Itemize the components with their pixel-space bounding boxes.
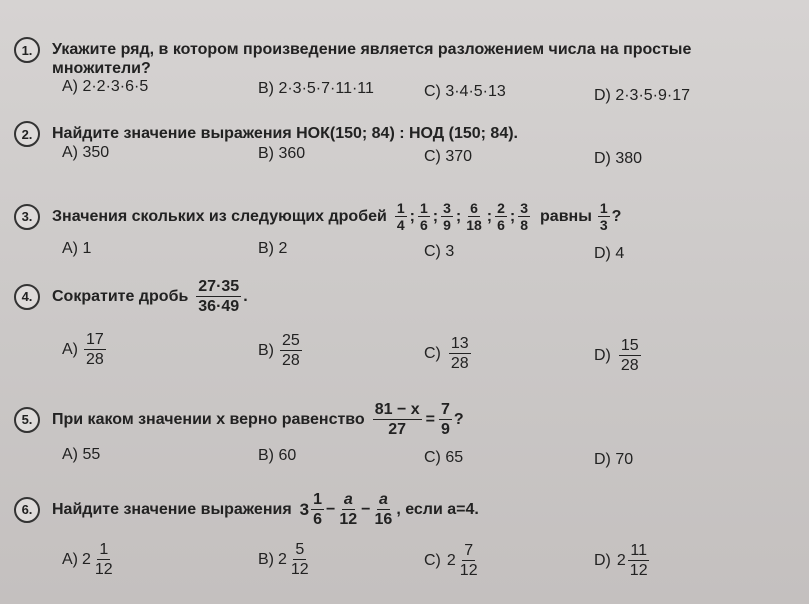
answer-d: D) 4: [594, 245, 625, 262]
answer-d: D) 2·3·5·9·17: [594, 87, 691, 104]
answer-c: [424, 541, 482, 580]
denominator: 6: [497, 217, 505, 233]
denominator: 12: [339, 511, 358, 528]
question-text: Найдите значение выражения: [52, 501, 292, 518]
denominator: 27: [388, 421, 407, 438]
numerator: 15: [620, 337, 639, 354]
lhs-fraction: [373, 400, 422, 439]
period: .: [243, 288, 248, 305]
fraction: [289, 540, 311, 579]
fraction: [280, 331, 302, 370]
question-4: [14, 277, 248, 316]
question-3: [14, 200, 621, 233]
question-number: 4.: [14, 284, 40, 310]
whole-part: 2: [616, 551, 626, 569]
answer-a: A) 1: [62, 240, 92, 257]
fraction: [441, 200, 453, 233]
numerator: 1: [419, 200, 428, 216]
answer-d: D) 380: [594, 150, 643, 167]
numerator: 7: [464, 542, 474, 559]
denominator: 18: [466, 217, 482, 233]
answer-a: A) 350: [62, 144, 110, 161]
answer-label: A): [62, 550, 78, 568]
question-text: Сократите дробь: [52, 288, 189, 305]
numerator: 3: [443, 200, 451, 216]
answer-label: B): [258, 550, 274, 568]
numerator: 2: [497, 200, 505, 216]
numerator: 81 − x: [374, 401, 420, 418]
answer-b: B) 2: [258, 240, 288, 257]
denominator: 3: [599, 217, 608, 233]
rhs-fraction: [439, 400, 452, 439]
answer-d: [594, 336, 643, 375]
whole-part: 3: [299, 500, 310, 519]
question-mark: ?: [453, 411, 464, 428]
question-text: Укажите ряд, в котором произведение является разложением числа на простые: [52, 41, 692, 58]
numerator: 5: [295, 541, 305, 558]
question-condition: , если a=4.: [396, 501, 479, 518]
numerator: a: [378, 491, 388, 508]
denominator: 16: [374, 511, 393, 528]
answer-a: [62, 540, 117, 579]
fraction: [495, 200, 507, 233]
fraction: [458, 541, 480, 580]
expression: [300, 490, 397, 529]
answer-label: D): [594, 551, 611, 569]
question-text: Значения скольких из следующих дробей: [52, 208, 387, 225]
denominator: 9: [440, 421, 450, 438]
minus-sign: −: [326, 501, 336, 518]
answer-c: C) 370: [424, 148, 473, 165]
question-number: 3.: [14, 204, 40, 230]
answer-c: [424, 334, 473, 373]
numerator: 6: [470, 200, 478, 216]
answer-label: B): [258, 341, 274, 359]
denominator: 12: [629, 562, 648, 579]
question-number: 6.: [14, 497, 40, 523]
answer-label: A): [62, 340, 78, 358]
answer-label: C): [424, 344, 441, 362]
fraction: [449, 334, 471, 373]
denominator: 28: [282, 352, 300, 369]
answer-d: D) 70: [594, 451, 634, 468]
fraction: [628, 541, 650, 580]
answer-a: [62, 330, 108, 369]
question-text-mid: равны: [540, 208, 592, 225]
equals-sign: =: [425, 411, 435, 428]
answer-b: B) 360: [258, 145, 306, 162]
answer-b: B) 2·3·5·7·11·11: [258, 80, 374, 97]
question-text-continued: множители?: [52, 60, 151, 77]
denominator: 8: [520, 217, 529, 233]
answer-a: A) 2·2·3·6·5: [62, 78, 149, 95]
question-number: 5.: [14, 407, 40, 433]
fraction: [93, 540, 115, 579]
question-text: Найдите значение выражения НОК(150; 84) : НОД (150; 84).: [52, 125, 518, 142]
numerator: 3: [520, 200, 529, 216]
numerator: 27·35: [198, 278, 240, 295]
denominator: 28: [450, 355, 469, 372]
numerator: 7: [440, 401, 450, 418]
denominator: 9: [443, 217, 451, 233]
fraction: [337, 490, 359, 529]
fraction: [619, 336, 641, 375]
question-number: 1.: [14, 37, 40, 63]
fraction: [518, 200, 530, 233]
question-1: [14, 40, 691, 78]
denominator: 12: [290, 561, 309, 578]
fraction: [418, 200, 430, 233]
whole-part: 2: [278, 550, 287, 568]
fraction-list: $\frac{1}{4}$ ; $\frac{1}{6}$ ; $\frac{3}{9}$ ; $\frac{6}{18}$ ; $\frac{2}{6}$ ; $\frac{3}{8}$: [396, 200, 529, 233]
numerator: 1: [99, 541, 109, 558]
denominator: 28: [86, 351, 104, 368]
denominator: 4: [396, 217, 405, 233]
question-6: [14, 490, 479, 529]
answer-label: C): [424, 551, 441, 569]
denominator: 28: [620, 357, 639, 374]
minus-sign: −: [361, 501, 371, 518]
answer-d: [594, 541, 652, 580]
whole-part: 2: [446, 551, 456, 569]
fraction: [311, 490, 324, 529]
fraction: [395, 200, 407, 233]
answer-b: B) 60: [258, 447, 297, 464]
numerator: 1: [599, 200, 608, 216]
denominator: 12: [94, 561, 113, 578]
numerator: 1: [313, 491, 323, 508]
whole-part: 2: [82, 550, 91, 568]
answer-b: [258, 540, 313, 579]
answer-c: C) 3·4·5·13: [424, 83, 506, 100]
question-text: При каком значении x верно равенство: [52, 411, 365, 428]
numerator: 13: [450, 335, 469, 352]
denominator: 12: [459, 562, 478, 579]
question-mark: ?: [611, 208, 622, 225]
denominator: 36·49: [198, 298, 240, 315]
numerator: 25: [282, 332, 300, 349]
answer-c: C) 65: [424, 449, 464, 466]
denominator: 6: [419, 217, 428, 233]
denominator: 6: [313, 511, 323, 528]
numerator: 1: [396, 200, 405, 216]
numerator: a: [343, 491, 353, 508]
fraction: [84, 330, 106, 369]
question-5: [14, 400, 464, 439]
answer-a: A) 55: [62, 446, 101, 463]
answer-b: [258, 331, 304, 370]
fraction: [196, 277, 241, 316]
answer-label: D): [594, 346, 611, 364]
question-number: 2.: [14, 121, 40, 147]
numerator: 17: [86, 331, 104, 348]
fraction: [373, 490, 395, 529]
numerator: 11: [630, 542, 647, 559]
fraction: [464, 200, 484, 233]
target-fraction: [598, 200, 610, 233]
answer-c: C) 3: [424, 243, 455, 260]
